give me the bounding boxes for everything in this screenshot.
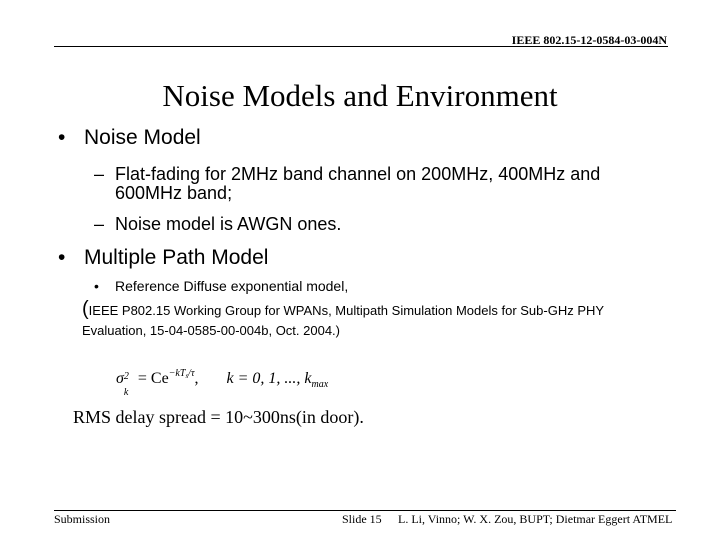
formula-comma: , [194,370,199,387]
diffuse-exponential-formula [116,368,329,398]
document-id: IEEE 802.15-12-0584-03-004N [511,33,667,47]
formula-exponent-tail: /τ [188,368,195,379]
formula-exponent-sub: s [185,372,189,380]
reference-citation [82,298,682,342]
formula-sigma-sub: k [123,387,129,398]
formula-equals-c: = Ce [133,370,169,387]
dash: – [94,214,105,234]
bullet-noise-model: Noise Model [84,126,201,149]
sub-bullet-flat-fading-line2: 600MHz band; [115,183,233,203]
bullet-dot: • [58,246,66,269]
reference-open-paren: ( [82,298,89,320]
small-bullet-dot: • [94,278,99,294]
sub-bullet-awgn: Noise model is AWGN ones. [115,214,342,234]
bullet-dot: • [58,126,66,149]
footer-submission: Submission [54,512,111,526]
reference-line2: Evaluation, 15-04-0585-00-004b, Oct. 2004.) [82,323,341,338]
sub-bullet-reference-model: Reference Diffuse exponential model, [115,278,349,294]
formula-sigma-sup: 2 [123,371,129,382]
footer-slide-number: Slide 15 [342,512,382,526]
bullet-multiple-path-model: Multiple Path Model [84,246,269,269]
footer-divider [54,510,676,511]
formula-k-max: max [311,379,329,390]
formula-sigma: σ [116,370,124,387]
formula-exponent: −kT [168,368,186,379]
formula-k-range: k = 0, 1, ..., k [226,370,312,387]
reference-line1: IEEE P802.15 Working Group for WPANs, Multipath Simulation Models for Sub-GHz PHY [88,303,605,318]
dash: – [94,164,105,184]
rms-delay-spread: RMS delay spread = 10~300ns(in door). [73,407,364,427]
sub-bullet-flat-fading-line1: Flat-fading for 2MHz band channel on 200MHz, 400MHz and [115,164,601,184]
footer-authors: L. Li, Vinno; W. X. Zou, BUPT; Dietmar Eggert ATMEL [398,512,673,526]
slide-title: Noise Models and Environment [162,78,558,113]
header-divider [54,46,668,47]
